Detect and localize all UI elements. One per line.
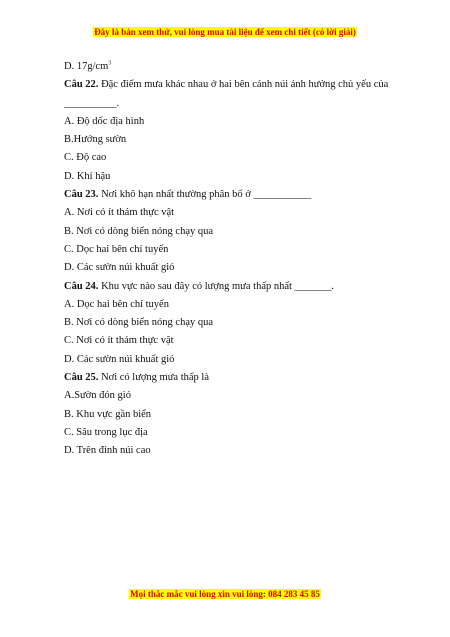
question-25-text: Nơi có lượng mưa thấp là [98, 372, 209, 384]
question-23-option-b: B. Nơi có dòng biển nóng chạy qua [64, 225, 214, 237]
preview-notice-banner [0, 27, 450, 37]
contact-footer-banner [0, 589, 450, 599]
question-23-text: Nơi khô hạn nhất thường phân bố ở ___________ [98, 189, 312, 201]
question-24-option-d: D. Các sườn núi khuất gió [64, 353, 175, 365]
question-22-continuation: __________. [64, 97, 120, 109]
top-option-text: D. 17g/cm [64, 61, 109, 72]
question-25-option-c: C. Sâu trong lục địa [64, 426, 148, 438]
contact-footer-text: Mọi thắc mắc vui lòng xin vui lòng: 084 283 45 85 [130, 589, 320, 599]
question-25-line [64, 369, 394, 387]
question-24-text: Khu vực nào sau đây có lượng mưa thấp nhất _______. [98, 280, 334, 292]
question-23-line [64, 186, 394, 204]
question-23-option-a: A. Nơi có ít thảm thực vật [64, 207, 175, 219]
question-24-line [64, 278, 394, 296]
question-23-option-d: D. Các sườn núi khuất gió [64, 262, 175, 274]
question-24-number: Câu 24. [64, 280, 99, 292]
question-22-text: Đặc điểm mưa khác nhau ở hai bên cánh núi ảnh hưởng chủ yếu của [98, 79, 389, 91]
top-option-line [64, 58, 394, 76]
question-22-line [64, 76, 394, 94]
question-24-option-c: C. Nơi có ít thảm thực vật [64, 335, 174, 347]
question-23-option-c: C. Dọc hai bên chí tuyến [64, 243, 169, 255]
question-25-option-b: B. Khu vực gần biển [64, 408, 152, 420]
question-22-option-d: D. Khí hậu [64, 170, 111, 182]
question-22-option-c: C. Độ cao [64, 152, 107, 164]
top-option-superscript: 3 [108, 60, 112, 67]
question-22-option-b: B.Hướng sườn [64, 134, 127, 146]
question-25-option-d: D. Trên đỉnh núi cao [64, 445, 151, 457]
question-22-option-a: A. Độ dốc địa hình [64, 115, 145, 127]
question-25-option-a: A.Sườn đón gió [64, 390, 131, 402]
question-24-option-b: B. Nơi có dòng biển nóng chạy qua [64, 317, 214, 329]
question-24-option-a: A. Dọc hai bên chí tuyến [64, 298, 169, 310]
question-22-number: Câu 22. [64, 79, 99, 91]
preview-notice-text: Đây là bản xem thử, vui lòng mua tài liệu để xem chi tiết (có lời giải) [94, 27, 356, 37]
question-25-number: Câu 25. [64, 372, 99, 384]
document-body [64, 58, 394, 461]
question-23-number: Câu 23. [64, 189, 99, 201]
